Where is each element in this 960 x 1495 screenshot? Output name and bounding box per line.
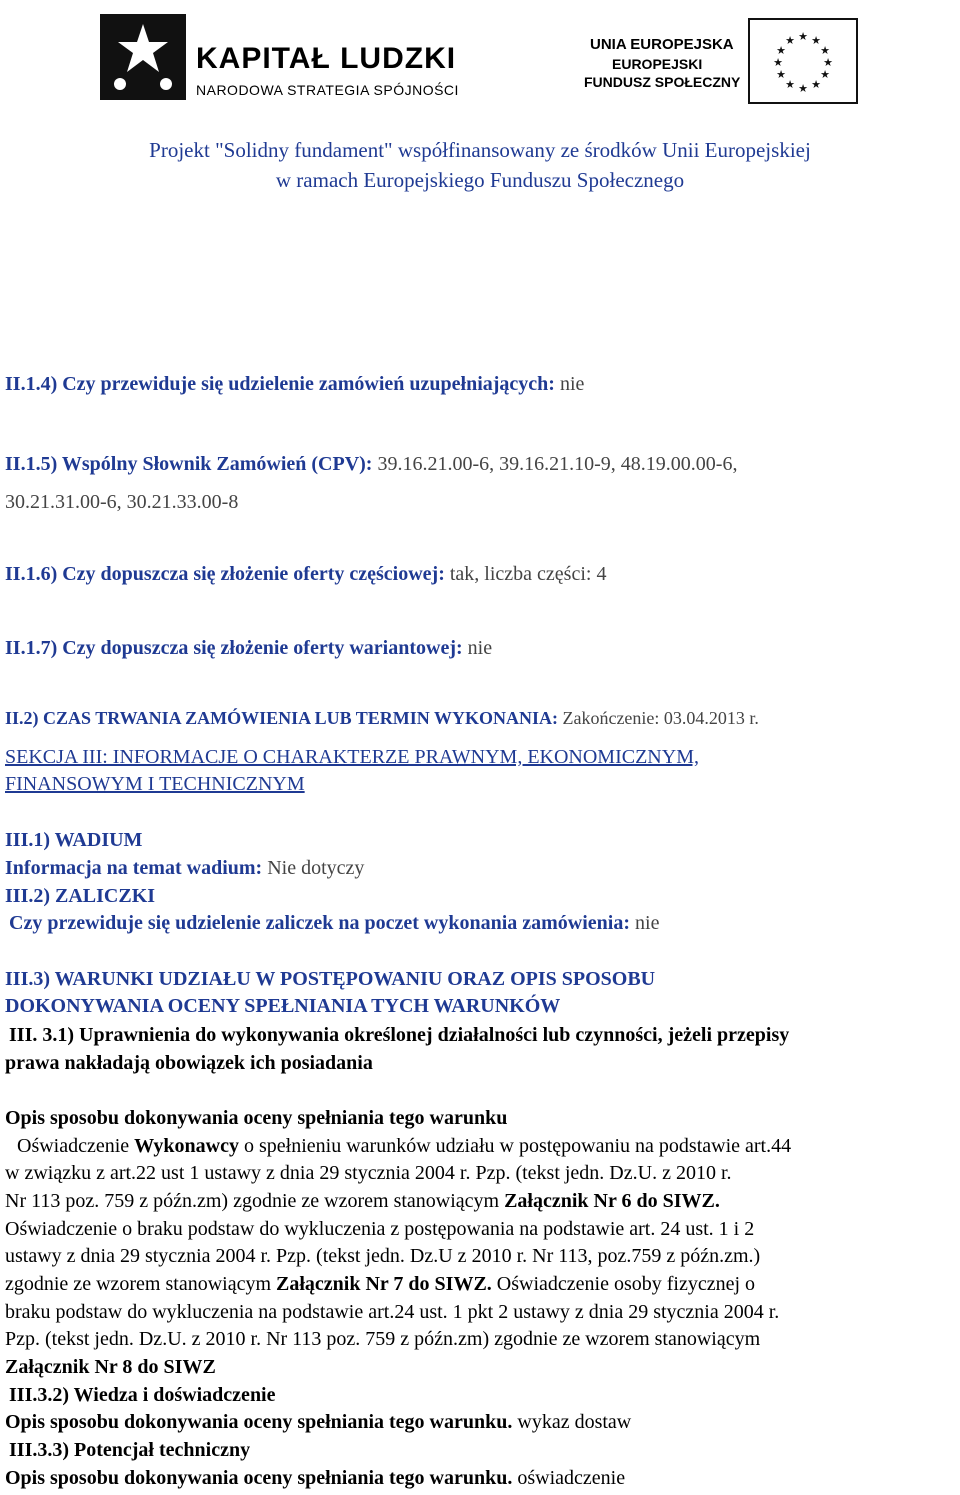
svg-text:★: ★ bbox=[785, 78, 795, 91]
opis-line1: Oświadczenie Wykonawcy o spełnieniu warunków udziału w postępowaniu na podstawie art.44 bbox=[17, 1135, 792, 1157]
opis-line6: zgodnie ze wzorem stanowiącym Załącznik Nr 7 do SIWZ. Oświadczenie osoby fizycznej o bbox=[5, 1273, 756, 1295]
svg-text:★: ★ bbox=[798, 82, 808, 95]
opis-line9: Załącznik Nr 8 do SIWZ bbox=[5, 1356, 216, 1378]
header-line1: Projekt "Solidny fundament" współfinansowany ze środków Unii Europejskiej bbox=[149, 138, 811, 162]
opis-line7: braku podstaw do wykluczenia na podstawie art.24 ust. 1 pkt 2 ustawy z dnia 29 stycznia 2004 r. bbox=[5, 1301, 780, 1323]
section-III-3-2-title: III.3.2) Wiedza i doświadczenie bbox=[9, 1384, 276, 1406]
section-III-3-3-info: Opis sposobu dokonywania oceny spełniania tego warunku. oświadczenie bbox=[5, 1467, 626, 1489]
opis-line2: w związku z art.22 ust 1 ustawy z dnia 29 stycznia 2004 r. Pzp. (tekst jedn. Dz.U. z 2010 r. bbox=[5, 1162, 732, 1184]
section-III-1-info: Informacja na temat wadium: Nie dotyczy bbox=[5, 857, 365, 879]
ue-line2: EUROPEJSKI bbox=[612, 56, 703, 72]
section-II-1-6: II.1.6) Czy dopuszcza się złożenie oferty częściowej: tak, liczba części: 4 bbox=[5, 563, 607, 585]
section-II-2: II.2) CZAS TRWANIA ZAMÓWIENIA LUB TERMIN WYKONANIA: Zakończenie: 03.04.2013 r. bbox=[5, 708, 759, 728]
kapital-ludzki-emblem-icon bbox=[98, 12, 188, 102]
svg-text:★: ★ bbox=[823, 56, 833, 69]
svg-text:★: ★ bbox=[811, 78, 821, 91]
kapital-ludzki-logo bbox=[98, 12, 498, 102]
svg-text:★: ★ bbox=[811, 34, 821, 47]
svg-text:★: ★ bbox=[820, 44, 830, 57]
section-III-3-title-line2: DOKONYWANIA OCENY SPEŁNIANIA TYCH WARUNKÓW bbox=[5, 995, 561, 1017]
section-III-1-title: III.1) WADIUM bbox=[5, 829, 143, 851]
svg-text:★: ★ bbox=[776, 44, 786, 57]
section-II-1-7: II.1.7) Czy dopuszcza się złożenie oferty wariantowej: nie bbox=[5, 637, 493, 659]
section-III-3-1-line1: III. 3.1) Uprawnienia do wykonywania określonej działalności lub czynności, jeżeli przepisy bbox=[9, 1024, 790, 1046]
section-III-2-title: III.2) ZALICZKI bbox=[5, 885, 156, 907]
ue-line1: UNIA EUROPEJSKA bbox=[590, 36, 734, 53]
section-III-3-title-line1: III.3) WARUNKI UDZIAŁU W POSTĘPOWANIU ORAZ OPIS SPOSOBU bbox=[5, 968, 656, 990]
section-III-2-info: Czy przewiduje się udzielenie zaliczek na poczet wykonania zamówienia: nie bbox=[9, 912, 660, 934]
opis-heading: Opis sposobu dokonywania oceny spełniania tego warunku bbox=[5, 1107, 508, 1129]
svg-text:★: ★ bbox=[798, 30, 808, 43]
opis-line4: Oświadczenie o braku podstaw do wykluczenia z postępowania na podstawie art. 24 ust. 1 i 2 bbox=[5, 1218, 755, 1240]
section-II-1-5: II.1.5) Wspólny Słownik Zamówień (CPV): 39.16.21.00-6, 39.16.21.10-9, 48.19.00.00-6, bbox=[5, 453, 738, 475]
svg-text:★: ★ bbox=[773, 56, 783, 69]
opis-line3: Nr 113 poz. 759 z późn.zm) zgodnie ze wzorem stanowiącym Załącznik Nr 6 do SIWZ. bbox=[5, 1190, 720, 1212]
section-III-3-1-line2: prawa nakładają obowiązek ich posiadania bbox=[5, 1052, 373, 1074]
svg-text:★: ★ bbox=[776, 68, 786, 81]
opis-line5: ustawy z dnia 29 stycznia 2004 r. Pzp. (tekst jedn. Dz.U z 2010 r. Nr 113, poz.759 z późn.zm.) bbox=[5, 1245, 761, 1267]
section-III-title-line1: SEKCJA III: INFORMACJE O CHARAKTERZE PRAWNYM, EKONOMICZNYM, bbox=[5, 746, 699, 768]
section-III-3-2-info: Opis sposobu dokonywania oceny spełniania tego warunku. wykaz dostaw bbox=[5, 1411, 632, 1433]
opis-line8: Pzp. (tekst jedn. Dz.U. z 2010 r. Nr 113 poz. 759 z późn.zm) zgodnie ze wzorem stanowiącym bbox=[5, 1328, 761, 1350]
section-II-1-5-cont: 30.21.31.00-6, 30.21.33.00-8 bbox=[5, 491, 239, 513]
svg-text:★: ★ bbox=[785, 34, 795, 47]
section-III-title-line2: FINANSOWYM I TECHNICZNYM bbox=[5, 773, 305, 795]
svg-text:★: ★ bbox=[820, 68, 830, 81]
header-line2: w ramach Europejskiego Funduszu Społecznego bbox=[275, 168, 685, 192]
kapital-title: KAPITAŁ LUDZKI bbox=[196, 42, 457, 75]
section-III-3-3-title: III.3.3) Potencjał techniczny bbox=[9, 1439, 251, 1461]
unia-europejska-logo bbox=[584, 18, 860, 108]
section-II-1-4: II.1.4) Czy przewiduje się udzielenie zamówień uzupełniających: nie bbox=[5, 373, 585, 395]
eu-flag-icon bbox=[748, 18, 858, 104]
kapital-subtitle: NARODOWA STRATEGIA SPÓJNOŚCI bbox=[196, 82, 459, 98]
ue-line3: FUNDUSZ SPOŁECZNY bbox=[584, 74, 741, 90]
